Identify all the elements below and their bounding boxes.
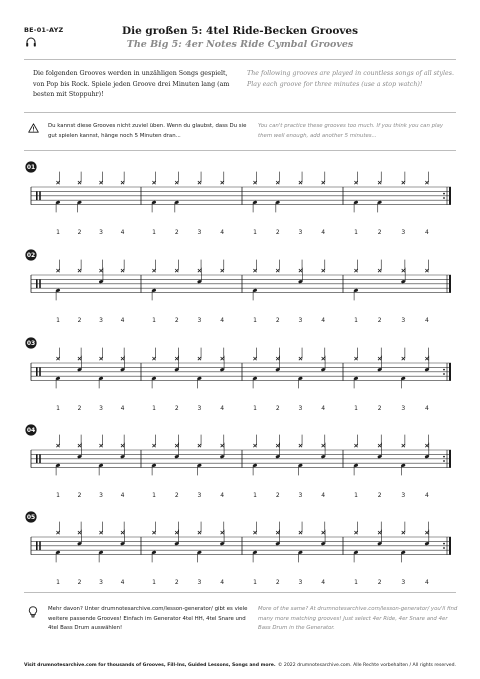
beat-count: 2 [377, 579, 382, 586]
beat-count: 3 [197, 579, 202, 586]
beat-count: 3 [298, 317, 303, 324]
beat-count: 3 [197, 317, 202, 324]
percussion-clef [36, 367, 38, 376]
beat-count: 4 [424, 492, 429, 499]
repeat-dot [443, 373, 445, 375]
final-barline [449, 187, 451, 205]
beat-count: 3 [298, 579, 303, 586]
beat-count: 1 [56, 229, 60, 236]
percussion-clef [39, 541, 41, 550]
beat-count: 1 [253, 492, 257, 499]
page-title: Die großen 5: 4tel Ride-Becken Grooves [121, 25, 359, 37]
beat-count: 2 [377, 405, 382, 412]
beat-count: 4 [120, 492, 125, 499]
repeat-dot [443, 460, 445, 462]
beat-count: 2 [174, 229, 179, 236]
divider [24, 592, 456, 593]
beat-count: 4 [424, 405, 429, 412]
groove-number: 02 [26, 252, 36, 260]
beat-count: 2 [275, 317, 280, 324]
beat-count: 1 [152, 229, 156, 236]
groove-02 [0, 248, 480, 338]
beat-count: 4 [220, 229, 225, 236]
beat-count: 2 [174, 492, 179, 499]
intro-text-english: The following grooves are played in countless songs of all styles. Play each groove for three minutes (use a stop watch)! [247, 70, 454, 88]
beat-count: 3 [401, 492, 406, 499]
repeat-dot [443, 456, 445, 458]
divider [24, 150, 456, 151]
percussion-clef [39, 191, 41, 200]
warning-icon [28, 123, 39, 133]
beat-count: 2 [174, 317, 179, 324]
beat-count: 1 [56, 579, 60, 586]
beat-count: 4 [120, 405, 125, 412]
beat-count: 3 [99, 229, 103, 236]
beat-count: 4 [220, 492, 225, 499]
page-subtitle: The Big 5: 4er Notes Ride Cymbal Grooves [126, 39, 354, 50]
repeat-dot [443, 369, 445, 371]
beat-count: 4 [321, 405, 326, 412]
beat-count: 1 [152, 579, 156, 586]
beat-count: 4 [424, 579, 429, 586]
beat-count: 2 [77, 492, 82, 499]
beat-count: 2 [275, 229, 280, 236]
beat-count: 1 [56, 317, 60, 324]
lightbulb-icon [28, 606, 38, 618]
beat-count: 3 [197, 229, 202, 236]
beat-count: 3 [197, 405, 202, 412]
beat-count: 4 [321, 229, 326, 236]
percussion-clef [36, 541, 38, 550]
groove-03 [0, 336, 480, 426]
final-barline [449, 450, 451, 468]
beat-count: 3 [401, 317, 406, 324]
footer-copyright: © 2022 drumnotesarchive.com. Alle Rechte vorbehalten / All rights reserved. [277, 663, 456, 668]
repeat-dot [443, 543, 445, 545]
percussion-clef [39, 367, 41, 376]
beat-count: 2 [77, 229, 82, 236]
worksheet-code: BE-01-AYZ [24, 26, 64, 34]
beat-count: 4 [321, 317, 326, 324]
warning-text-english: You can't practice these grooves too much. If you think you can play them well enough, add another 5 minutes... [258, 123, 444, 139]
final-barline [449, 275, 451, 293]
beat-count: 1 [56, 405, 60, 412]
groove-01 [0, 160, 480, 250]
beat-count: 3 [401, 229, 406, 236]
beat-count: 3 [99, 579, 103, 586]
beat-count: 2 [377, 229, 382, 236]
percussion-clef [36, 191, 38, 200]
divider [24, 112, 456, 113]
beat-count: 4 [220, 405, 225, 412]
beat-count: 4 [321, 579, 326, 586]
divider [24, 59, 456, 60]
intro-text-german: Die folgenden Grooves werden in unzähligen Songs gespielt, von Pop bis Rock. Spiele jeden Groove drei Minuten lang (am besten mit Stoppuhr)! [33, 70, 230, 98]
tip-text-german: Mehr davon? Unter drumnotesarchive.com/lesson-generator/ gibt es viele weitere passende Grooves! Einfach im Generator 4tel HH, 4tel Snare und 4tel Bass Drum auswählen! [48, 606, 248, 631]
beat-count: 1 [354, 579, 358, 586]
groove-number: 05 [26, 514, 36, 522]
beat-count: 2 [275, 579, 280, 586]
beat-count: 2 [77, 579, 82, 586]
beat-count: 3 [298, 492, 303, 499]
beat-count: 3 [298, 229, 303, 236]
beat-count: 4 [424, 229, 429, 236]
beat-count: 4 [220, 579, 225, 586]
repeat-dot [443, 193, 445, 195]
beat-count: 1 [354, 492, 358, 499]
repeat-dot [443, 547, 445, 549]
beat-count: 1 [354, 317, 358, 324]
beat-count: 1 [253, 317, 257, 324]
beat-count: 1 [253, 579, 257, 586]
groove-number: 03 [26, 340, 36, 348]
percussion-clef [36, 454, 38, 463]
footer-left-text: Visit drumnotesarchive.com for thousands of Grooves, Fill-Ins, Guided Lessons, Songs and more. [24, 663, 276, 668]
beat-count: 2 [377, 317, 382, 324]
tip-text-english: More of the same? At drumnotesarchive.com/lesson-generator/ you'll find many more matching grooves! Just select 4er Ride, 4er Snare and 4er Bass Drum in the Generator. [258, 606, 458, 631]
beat-count: 2 [275, 405, 280, 412]
beat-count: 4 [120, 579, 125, 586]
repeat-dot [443, 197, 445, 199]
beat-count: 1 [152, 492, 156, 499]
beat-count: 2 [174, 579, 179, 586]
beat-count: 4 [424, 317, 429, 324]
final-barline [449, 363, 451, 381]
beat-count: 1 [56, 492, 60, 499]
beat-count: 1 [152, 405, 156, 412]
beat-count: 3 [401, 405, 406, 412]
groove-05 [0, 510, 480, 600]
percussion-clef [39, 279, 41, 288]
beat-count: 2 [174, 405, 179, 412]
beat-count: 3 [99, 405, 103, 412]
beat-count: 3 [298, 405, 303, 412]
beat-count: 4 [321, 492, 326, 499]
beat-count: 1 [253, 405, 257, 412]
beat-count: 3 [99, 317, 103, 324]
percussion-clef [36, 279, 38, 288]
beat-count: 2 [77, 405, 82, 412]
beat-count: 4 [120, 229, 125, 236]
beat-count: 3 [401, 579, 406, 586]
beat-count: 1 [354, 405, 358, 412]
beat-count: 1 [253, 229, 257, 236]
beat-count: 2 [77, 317, 82, 324]
beat-count: 2 [377, 492, 382, 499]
groove-04 [0, 423, 480, 513]
beat-count: 4 [120, 317, 125, 324]
beat-count: 3 [197, 492, 202, 499]
beat-count: 2 [275, 492, 280, 499]
groove-number: 04 [26, 427, 36, 435]
groove-number: 01 [26, 164, 36, 172]
beat-count: 4 [220, 317, 225, 324]
beat-count: 3 [99, 492, 103, 499]
warning-text-german: Du kannst diese Grooves nicht zuviel üben. Wenn du glaubst, dass Du sie gut spielen kannst, hänge noch 5 Minuten dran... [48, 123, 247, 139]
beat-count: 1 [354, 229, 358, 236]
percussion-clef [39, 454, 41, 463]
beat-count: 1 [152, 317, 156, 324]
final-barline [449, 537, 451, 555]
